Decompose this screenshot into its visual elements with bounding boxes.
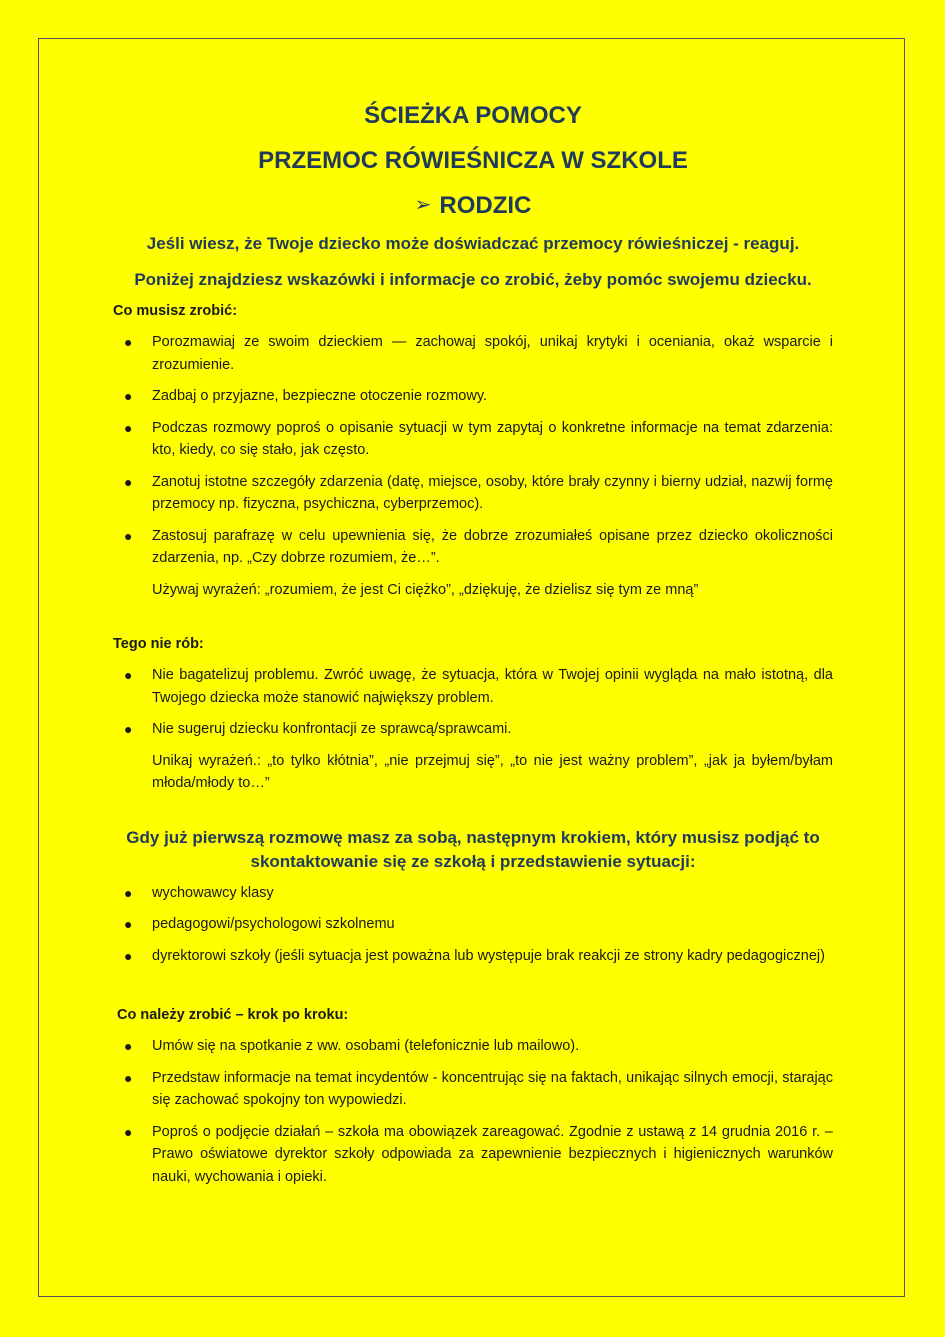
list-item: ● Przedstaw informacje na temat incydentów - koncentrując się na faktach, unikając silnych emocji, starając się zachować spokojny ton wypowiedzi. [113, 1067, 833, 1112]
list-item: ● Nie sugeruj dziecku konfrontacji ze sprawcą/sprawcami. [113, 718, 833, 741]
audience-heading [113, 189, 833, 222]
bullet-icon: ● [124, 721, 133, 737]
dont-do-list [113, 664, 833, 741]
intro-line-1: Jeśli wiesz, że Twoje dziecko może doświadczać przemocy rówieśniczej - reaguj. [146, 234, 800, 253]
document-title: ŚCIEŻKA POMOCY [364, 102, 582, 129]
must-do-note: Używaj wyrażeń: „rozumiem, że jest Ci ciężko”, „dziękuję, że dzielisz się tym ze mną” [152, 581, 699, 598]
bullet-icon: ● [124, 527, 133, 544]
list-item: ● Podczas rozmowy poproś o opisanie sytuacji w tym zapytaj o konkretne informacje na temat zdarzenia: kto, kiedy, co się stało, jak często. [113, 417, 833, 462]
must-do-heading: Co musisz zrobić: [113, 303, 238, 319]
list-item: ● Nie bagatelizuj problemu. Zwróć uwagę, że sytuacja, która w Twojej opinii wygląda na mało istotną, dla Twojego dziecka może stanowić największy problem. [113, 664, 833, 709]
step-by-step-heading: Co należy zrobić – krok po kroku: [117, 1007, 349, 1023]
list-item: ● Porozmawiaj ze swoim dzieckiem — zachowaj spokój, unikaj krytyki i oceniania, okaż wsparcie i zrozumienie. [113, 331, 833, 376]
list-item: ● Zadbaj o przyjazne, bezpieczne otoczenie rozmowy. [113, 385, 833, 408]
bullet-icon: ● [124, 947, 133, 964]
bullet-icon: ● [124, 419, 133, 436]
bullet-icon: ● [124, 667, 133, 683]
document-content [113, 100, 833, 1197]
intro-line-2: Poniżej znajdziesz wskazówki i informacje co zrobić, żeby pomóc swojemu dziecku. [134, 270, 812, 289]
bullet-icon: ● [124, 1123, 133, 1140]
bullet-icon: ● [124, 884, 133, 901]
bullet-icon: ● [124, 1038, 133, 1054]
bullet-icon: ● [124, 334, 133, 350]
list-item: ● Poproś o podjęcie działań – szkoła ma obowiązek zareagować. Zgodnie z ustawą z 14 grudnia 2016 r. – Prawo oświatowe dyrektor szkoły odpowiada za zapewnienie bezpiecznych i higienicznych warunków nauki, wychowania i opieki. [113, 1121, 833, 1189]
contact-list [113, 882, 833, 968]
next-step-lead: Gdy już pierwszą rozmowę masz za sobą, następnym krokiem, który musisz podjąć to skontaktowanie się ze szkołą i przedstawienie sytuacji: [126, 827, 820, 871]
dont-do-note: Unikaj wyrażeń.: „to tylko kłótnia”, „nie przejmuj się”, „to nie jest ważny problem”, „jak ja byłem/byłam młoda/młody to…” [152, 752, 833, 791]
list-item: ● wychowawcy klasy [113, 882, 833, 905]
must-do-list [113, 331, 833, 570]
list-item: ● dyrektorowi szkoły (jeśli sytuacja jest poważna lub występuje brak reakcji ze strony kadry pedagogicznej) [113, 945, 833, 968]
list-item: ● Umów się na spotkanie z ww. osobami (telefonicznie lub mailowo). [113, 1035, 833, 1058]
bullet-icon: ● [124, 1069, 133, 1086]
list-item: ● Zastosuj parafrazę w celu upewnienia się, że dobrze zrozumiałeś opisane przez dziecko okoliczności zdarzenia, np. „Czy dobrze rozumiem, że…”. [113, 525, 833, 570]
step-by-step-list [113, 1035, 833, 1188]
list-item: ● pedagogowi/psychologowi szkolnemu [113, 913, 833, 936]
audience-label: RODZIC [439, 192, 532, 219]
document-subtitle: PRZEMOC RÓWIEŚNICZA W SZKOLE [258, 147, 688, 174]
list-item: ● Zanotuj istotne szczegóły zdarzenia (datę, miejsce, osoby, które brały czynny i bierny udział, nazwij formę przemocy np. fizyczna, psychiczna, cyberprzemoc). [113, 471, 833, 516]
dont-do-heading: Tego nie rób: [113, 636, 204, 652]
bullet-icon: ● [124, 388, 133, 404]
bullet-icon: ● [124, 916, 133, 932]
bullet-icon: ● [124, 473, 133, 490]
arrow-bullet-icon: ➢ [414, 194, 432, 216]
